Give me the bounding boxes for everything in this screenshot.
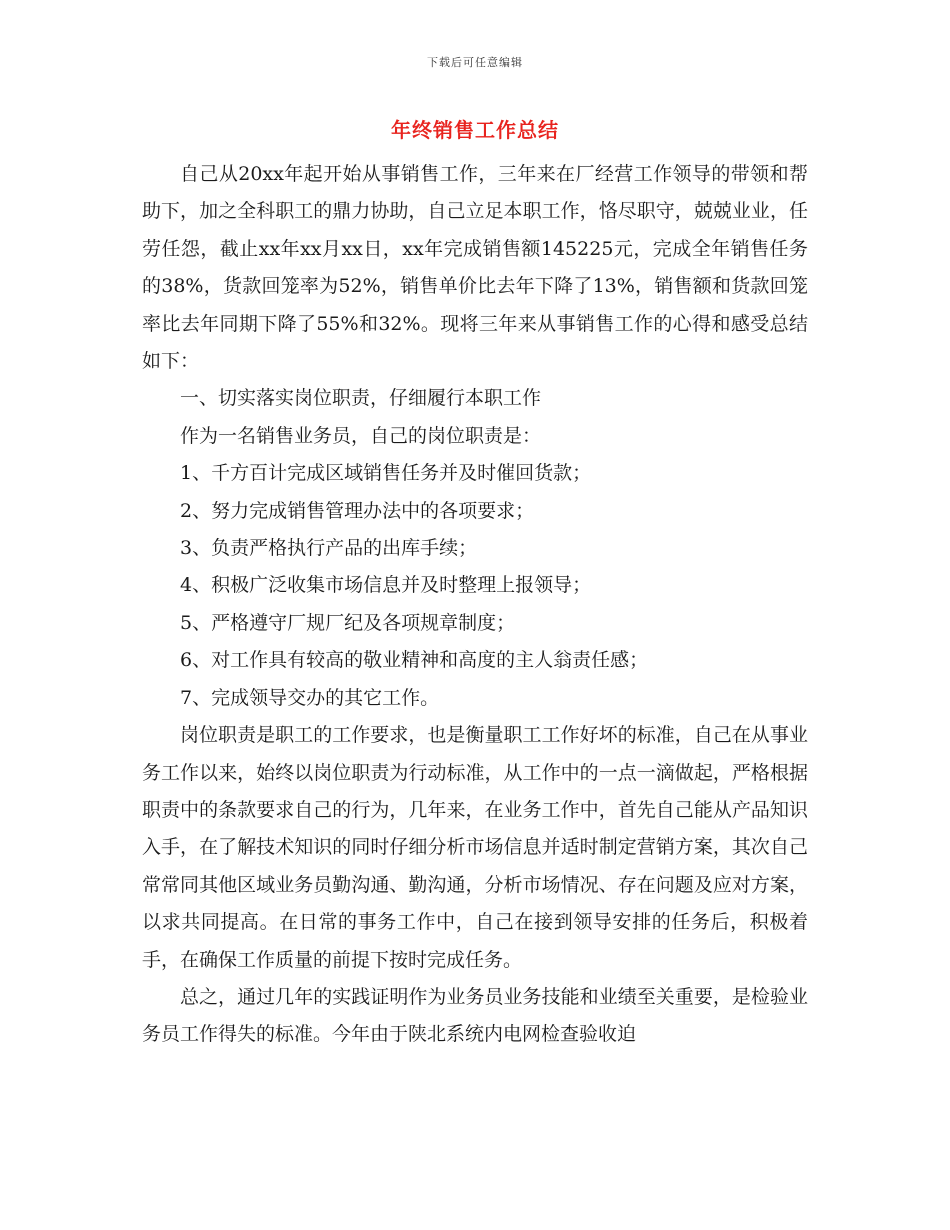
document-body <box>142 156 808 1054</box>
header-note: 下载后可任意编辑 <box>427 56 523 69</box>
list-item-duty-7: 7、完成领导交办的其它工作。 <box>180 686 440 709</box>
list-item-duty-6: 6、对工作具有较高的敬业精神和高度的主人翁责任感； <box>180 649 649 672</box>
list-item-duty-5: 5、严格遵守厂规厂纪及各项规章制度； <box>180 611 516 634</box>
list-item-duty-2: 2、努力完成销售管理办法中的各项要求； <box>180 499 535 522</box>
paragraph-intro: 自己从20xx年起开始从事销售工作，三年来在厂经营工作领导的带领和帮助下，加之全科职工的鼎力协助，自己立足本职工作，恪尽职守，兢兢业业，任劳任怨，截止xx年xx月xx日，xx年完成销售额145225元，完成全年销售任务的38%，货款回笼率为52%，销售单价比去年下降了13%，销售额和货款回笼率比去年同期下降了55%和32%。现将三年来从事销售工作的心得和感受总结如下： <box>142 163 808 373</box>
document-title: 年终销售工作总结 <box>391 118 559 142</box>
list-item-duty-1: 1、千方百计完成区域销售任务并及时催回货款； <box>180 462 592 485</box>
list-item-duty-3: 3、负责严格执行产品的出库手续； <box>180 537 478 560</box>
section-heading-1: 一、切实落实岗位职责，仔细履行本职工作 <box>180 387 542 410</box>
paragraph-duty-detail: 岗位职责是职工的工作要求，也是衡量职工工作好坏的标准，自己在从事业务工作以来，始终以岗位职责为行动标准，从工作中的一点一滴做起，严格根据职责中的条款要求自己的行为，几年来，在业务工作中，首先自己能从产品知识入手，在了解技术知识的同时仔细分析市场信息并适时制定营销方案，其次自己常常同其他区域业务员勤沟通、勤沟通，分析市场情况、存在问题及应对方案，以求共同提高。在日常的事务工作中，自己在接到领导安排的任务后，积极着手，在确保工作质量的前提下按时完成任务。 <box>142 724 808 971</box>
paragraph-summary: 总之，通过几年的实践证明作为业务员业务技能和业绩至关重要，是检验业务员工作得失的标准。今年由于陕北系统内电网检查验收迫 <box>142 985 808 1046</box>
list-item-duty-4: 4、积极广泛收集市场信息并及时整理上报领导； <box>180 574 592 597</box>
paragraph-duty-lead: 作为一名销售业务员，自己的岗位职责是： <box>180 424 542 447</box>
